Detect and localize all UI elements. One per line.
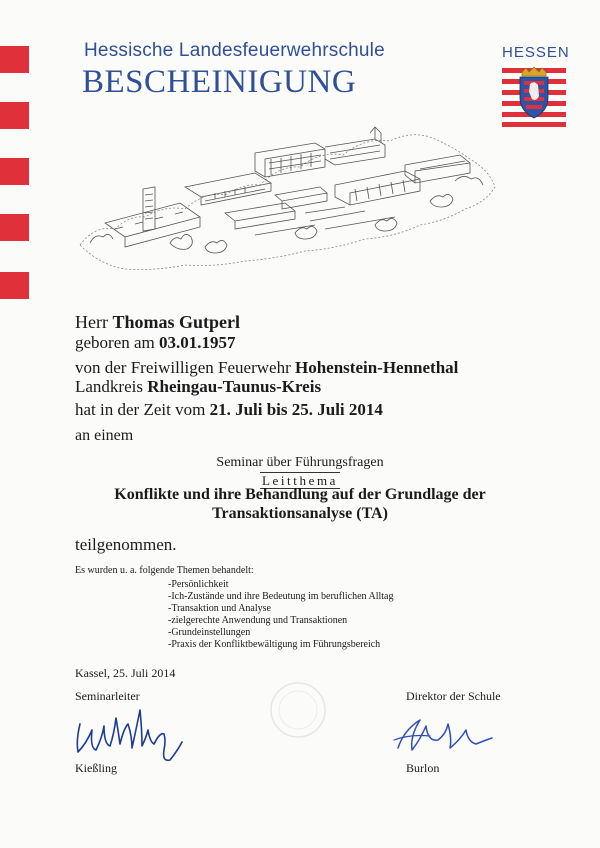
seminar-type: Seminar über Führungsfragen (216, 455, 384, 470)
recipient-name: Thomas Gutperl (112, 312, 240, 332)
born-prefix: geboren am (75, 333, 155, 352)
decor-stripe (0, 102, 29, 129)
signer-left-name: Kießling (75, 761, 117, 775)
birth-line (75, 333, 236, 353)
theme-item: -Grundeinstellungen (168, 627, 251, 638)
decor-stripe (0, 158, 29, 185)
participated-text: teilgenommen. (75, 535, 177, 554)
document-title: BESCHEINIGUNG (82, 64, 357, 100)
recipient-line (75, 312, 240, 333)
theme-item: -Transaktion und Analyse (168, 603, 271, 614)
decor-stripe (0, 46, 29, 73)
themes-intro: Es wurden u. a. folgende Themen behandelt: (75, 565, 254, 576)
decor-stripe (0, 214, 29, 241)
at-a-text: an einem (75, 427, 134, 444)
faint-seal-stamp (268, 680, 328, 740)
campus-illustration (75, 125, 500, 275)
hessen-flag-emblem-icon (502, 66, 566, 128)
decor-stripe (0, 272, 29, 299)
district-prefix: Landkreis (75, 377, 143, 396)
theme-item: -zielgerechte Anwendung und Transaktionen (168, 615, 348, 626)
salutation: Herr (75, 312, 108, 332)
school-name: Hessische Landesfeuerwehrschule (84, 40, 385, 61)
signature-right (390, 710, 510, 760)
theme-item: -Persönlichkeit (168, 579, 229, 590)
period: 21. Juli bis 25. Juli 2014 (209, 400, 383, 419)
brigade-line (75, 358, 458, 378)
signature-left (66, 700, 206, 770)
signer-right-name: Burlon (406, 761, 440, 775)
theme-item: -Praxis der Konfliktbewältigung im Führungsbereich (168, 639, 381, 650)
seminar-topic-line1: Konflikte und ihre Behandlung auf der Grundlage der (114, 486, 486, 503)
birth-date: 03.01.1957 (159, 333, 236, 352)
signer-left-role: Seminarleiter (75, 689, 140, 703)
seminar-topic-line2: Transaktionsanalyse (TA) (212, 505, 388, 522)
period-prefix: hat in der Zeit vom (75, 400, 206, 419)
district-name: Rheingau-Taunus-Kreis (147, 377, 322, 396)
brigade-prefix: von der Freiwilligen Feuerwehr (75, 358, 291, 377)
district-line (75, 377, 321, 397)
signer-right-role: Direktor der Schule (406, 689, 501, 703)
period-line (75, 400, 383, 420)
theme-item: -Ich-Zustände und ihre Bedeutung im beruflichen Alltag (168, 591, 394, 602)
place-date: Kassel, 25. Juli 2014 (75, 666, 176, 680)
brigade-name: Hohenstein-Hennethal (295, 358, 459, 377)
state-label: HESSEN (502, 44, 570, 61)
leitthema-label: Leitthema (261, 473, 339, 488)
